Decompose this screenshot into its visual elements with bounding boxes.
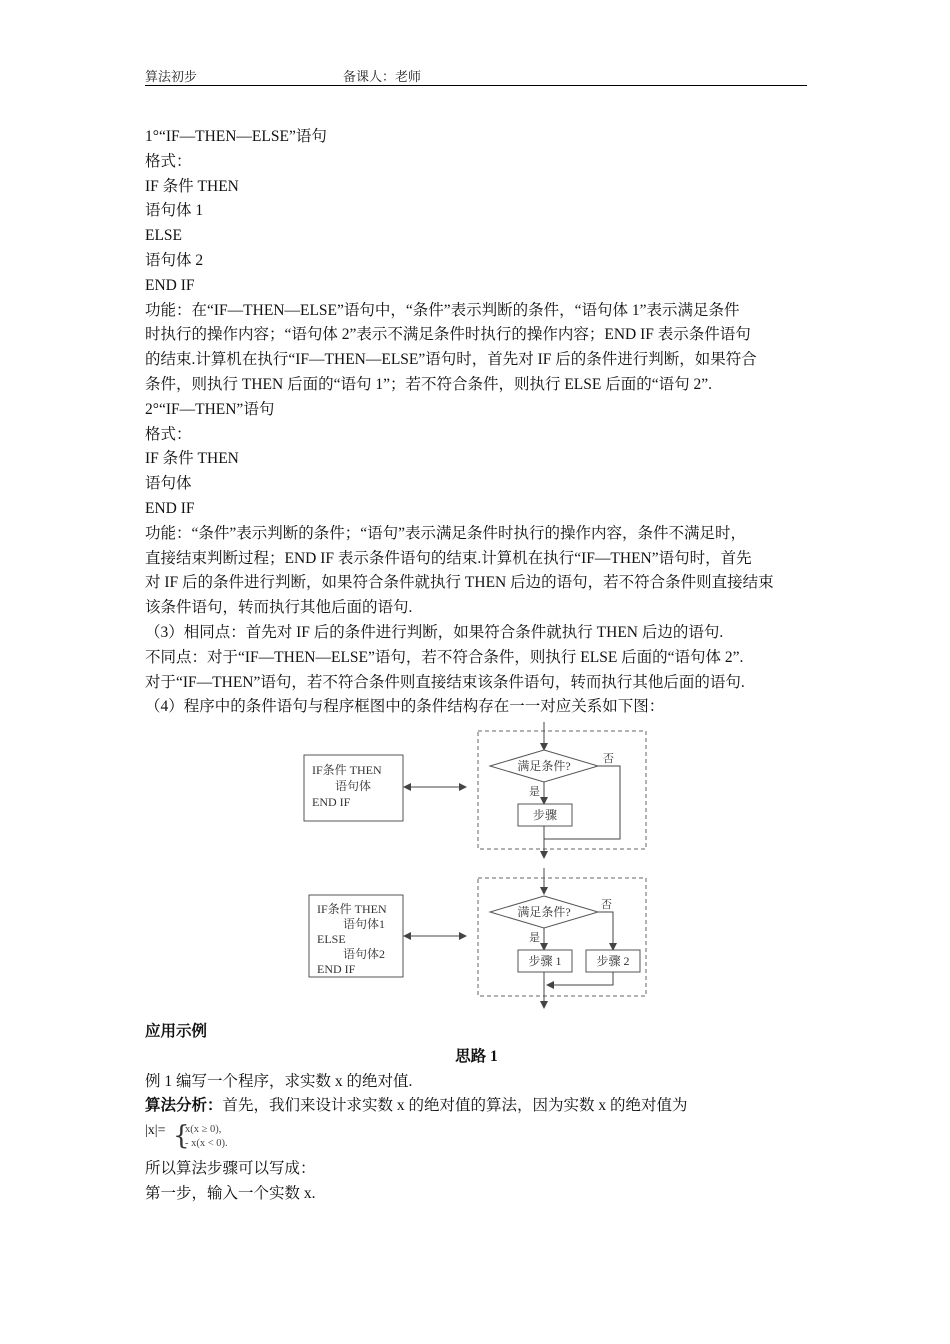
comparison-text: （4）程序中的条件语句与程序框图中的条件结构存在一一对应关系如下图： <box>145 698 665 716</box>
no-label: 否 <box>601 899 612 911</box>
function-text: 该条件语句，转而执行其他后面的语句. <box>145 599 413 617</box>
process-label: 步骤 <box>532 808 558 822</box>
process-label-1: 步骤 1 <box>528 954 562 968</box>
merge-arrow <box>547 972 613 985</box>
code-box-line: END IF <box>317 962 356 976</box>
section-title-if-then-else: 1°“IF—THEN—ELSE”语句 <box>145 128 327 145</box>
comparison-text: （3）相同点：首先对 IF 后的条件进行判断，如果符合条件就执行 THEN 后边的语句. <box>145 623 724 641</box>
main-content <box>145 125 808 720</box>
steps-intro: 所以算法步骤可以写成： <box>145 1160 316 1178</box>
yes-label: 是 <box>529 786 540 798</box>
code-box-line: IF条件 THEN <box>312 763 382 777</box>
analysis-label: 算法分析： <box>145 1097 223 1115</box>
decision-label: 满足条件? <box>517 759 571 773</box>
section-title-if-then: 2°“IF—THEN”语句 <box>145 400 275 418</box>
code-box-line: END IF <box>312 795 351 809</box>
header-teacher: 备课人：老师 <box>343 69 422 84</box>
code-line: 语句体 1 <box>145 202 204 220</box>
function-text: 时执行的操作内容；“语句体 2”表示不满足条件时执行的操作内容；END IF 表示条件语句 <box>145 326 751 344</box>
application-section <box>145 1020 808 1207</box>
code-box-line: ELSE <box>317 932 346 946</box>
function-text: 对 IF 后的条件进行判断，如果符合条件就执行 THEN 后边的语句，若不符合条件则直接结束 <box>145 574 774 592</box>
decision-label: 满足条件? <box>517 905 571 919</box>
code-line: END IF <box>145 276 195 294</box>
code-box-line: 语句体1 <box>343 917 386 931</box>
subsection-heading: 思路 1 <box>455 1047 498 1065</box>
function-text: 直接结束判断过程；END IF 表示条件语句的结束.计算机在执行“IF—THEN”语句时，首先 <box>145 549 752 567</box>
analysis-paragraph <box>145 1094 808 1119</box>
code-line: IF 条件 THEN <box>145 177 239 195</box>
code-box-line: 语句体2 <box>343 947 386 961</box>
flowchart-frame <box>478 731 646 849</box>
code-line: 语句体 <box>145 475 192 493</box>
formula-case-1: x(x ≥ 0), <box>185 1124 222 1136</box>
formula-lhs: |x|= <box>145 1123 166 1139</box>
code-box-line: 语句体 <box>335 779 372 793</box>
comparison-text: 对于“IF—THEN”语句，若不符合条件则直接结束该条件语句，转而执行其他后面的语句. <box>145 673 745 691</box>
flowchart-frame <box>478 878 646 996</box>
code-line: 语句体 2 <box>145 251 204 269</box>
flowchart-diagram <box>300 722 660 1012</box>
format-label: 格式： <box>145 152 192 170</box>
no-label: 否 <box>603 753 614 765</box>
no-branch-arrow <box>598 912 613 950</box>
format-label: 格式： <box>145 425 192 443</box>
abs-value-formula <box>145 1119 808 1157</box>
yes-label: 是 <box>529 932 540 944</box>
code-line: IF 条件 THEN <box>145 450 239 468</box>
section-heading: 应用示例 <box>145 1023 208 1040</box>
comparison-text: 不同点：对于“IF—THEN—ELSE”语句，若不符合条件，则执行 ELSE 后面的“语句体 2”. <box>145 648 744 666</box>
function-text: 的结束.计算机在执行“IF—THEN—ELSE”语句时，首先对 IF 后的条件进行判断，如果符合 <box>145 351 757 369</box>
code-line: END IF <box>145 499 195 517</box>
analysis-text: 首先，我们来设计求实数 x 的绝对值的算法，因为实数 x 的绝对值为 <box>222 1097 688 1115</box>
header-course-title: 算法初步 <box>145 69 198 84</box>
code-line: ELSE <box>145 227 183 245</box>
function-text: 条件，则执行 THEN 后面的“语句 1”；若不符合条件，则执行 ELSE 后面的“语句 2”. <box>145 375 712 393</box>
function-text: 功能：“条件”表示判断的条件；“语句”表示满足条件时执行的操作内容，条件不满足时， <box>145 524 747 542</box>
algorithm-step: 第一步，输入一个实数 x. <box>145 1184 316 1202</box>
page-header <box>145 66 807 86</box>
process-label-2: 步骤 2 <box>596 954 630 968</box>
code-box-line: IF条件 THEN <box>317 902 387 916</box>
formula-case-2: - x(x < 0). <box>185 1138 228 1150</box>
example-statement: 例 1 编写一个程序，求实数 x 的绝对值. <box>145 1072 413 1090</box>
function-text: 功能：在“IF—THEN—ELSE”语句中，“条件”表示判断的条件，“语句体 1”表示满足条件 <box>145 301 740 319</box>
formula-brace: { <box>173 1121 190 1152</box>
